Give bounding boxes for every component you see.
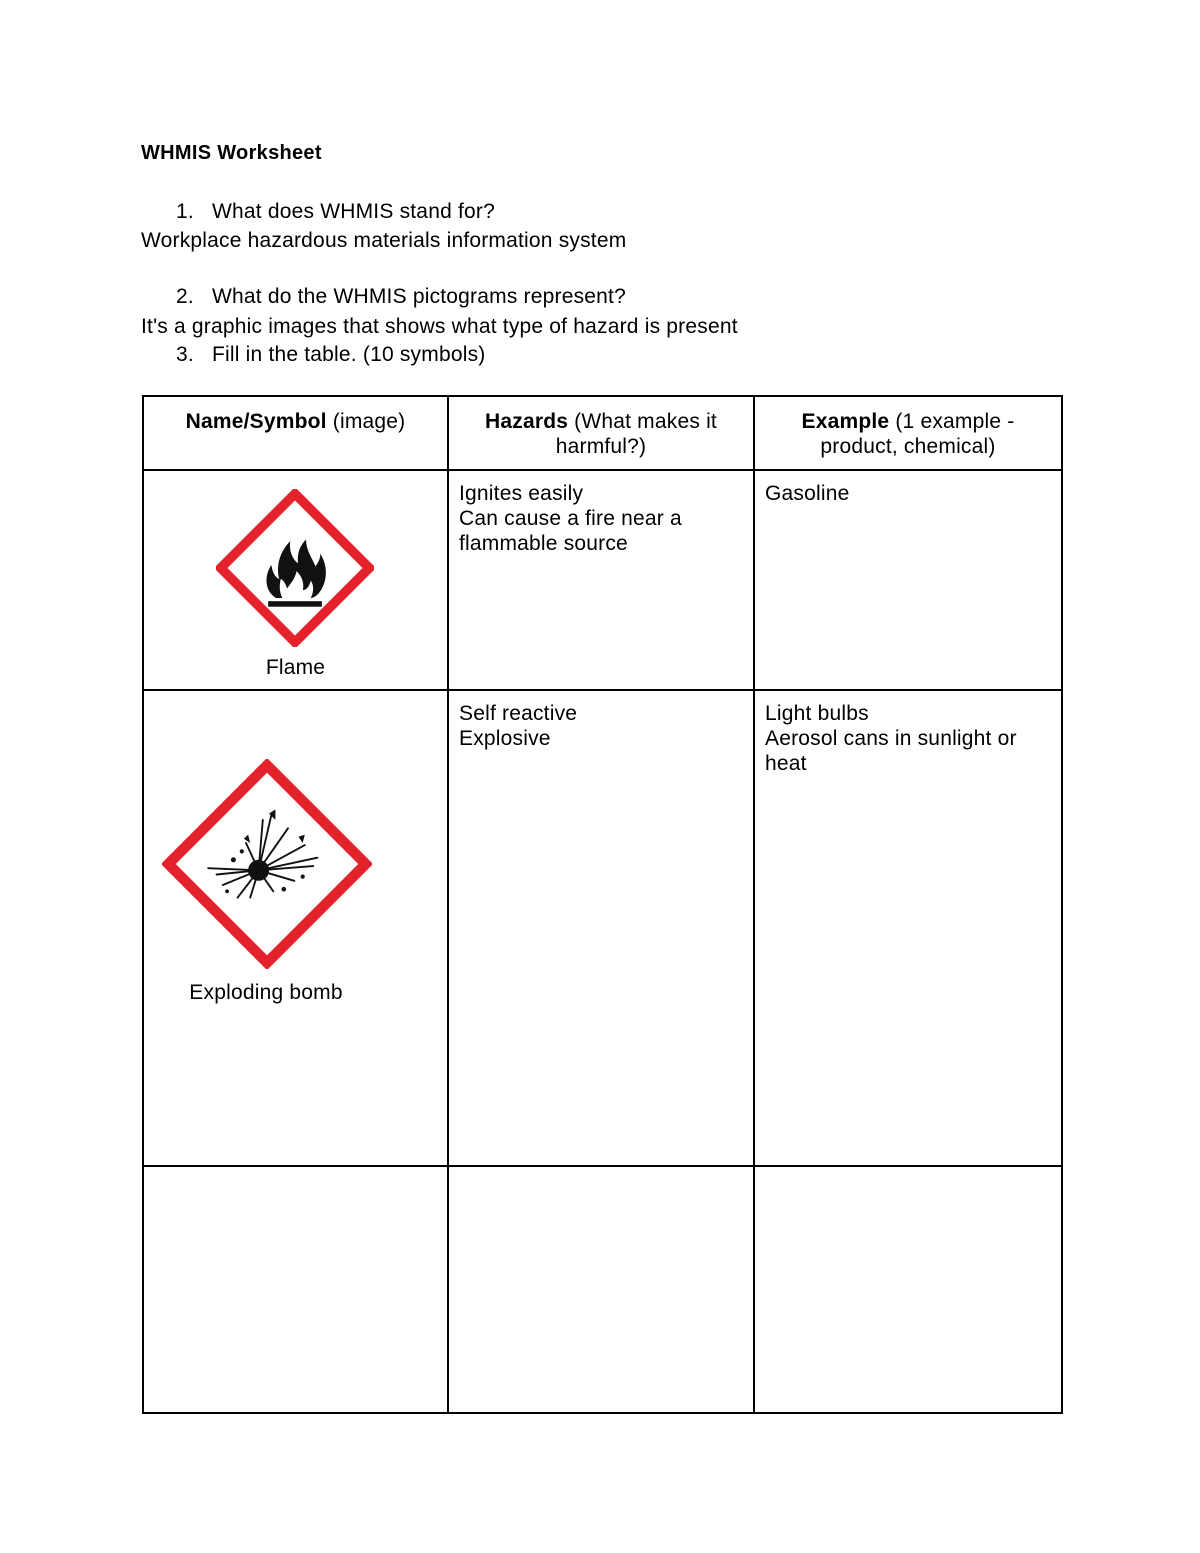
question-text: Fill in the table. (10 symbols)	[212, 343, 486, 366]
question-text: What do the WHMIS pictograms represent?	[212, 285, 626, 308]
page-title: WHMIS Worksheet	[141, 142, 322, 164]
table-header-row	[143, 396, 1062, 470]
header-example: Example (1 example - product, chemical)	[754, 396, 1062, 470]
question-1	[176, 200, 495, 224]
symbol-cell[interactable]	[143, 1166, 448, 1413]
question-2	[176, 285, 626, 309]
symbol-cell	[143, 690, 448, 1166]
hazard-symbol-table	[142, 395, 1063, 1414]
question-number: 2.	[176, 285, 194, 308]
example-cell	[754, 690, 1062, 1166]
answer-1: Workplace hazardous materials information system	[141, 229, 627, 252]
question-3	[176, 343, 485, 367]
hazards-cell	[448, 470, 754, 690]
question-number: 1.	[176, 200, 194, 223]
hazard-line: Ignites easily	[459, 482, 584, 505]
hazards-cell[interactable]	[448, 1166, 754, 1413]
question-number: 3.	[176, 343, 194, 366]
hazard-line: Explosive	[459, 727, 551, 750]
hazards-cell	[448, 690, 754, 1166]
symbol-name: Flame	[265, 656, 326, 679]
table-row	[143, 690, 1062, 1166]
example-cell	[754, 470, 1062, 690]
symbol-cell	[143, 470, 448, 690]
table-row	[143, 1166, 1062, 1413]
example-line: Aerosol cans in sunlight or heat	[765, 727, 1017, 775]
question-text: What does WHMIS stand for?	[212, 200, 495, 223]
symbol-name: Exploding bomb	[189, 981, 343, 1004]
table-row	[143, 470, 1062, 690]
flame-pictogram-icon	[216, 489, 374, 647]
answer-2: It's a graphic images that shows what type of hazard is present	[141, 315, 738, 338]
example-line: Light bulbs	[765, 702, 869, 725]
header-name-symbol: Name/Symbol (image)	[143, 396, 448, 470]
example-line: Gasoline	[765, 482, 850, 505]
exploding-bomb-pictogram-icon	[162, 759, 372, 969]
hazard-line: Self reactive	[459, 702, 578, 725]
header-hazards: Hazards (What makes it harmful?)	[448, 396, 754, 470]
hazard-line: Can cause a fire near a flammable source	[459, 507, 682, 555]
example-cell[interactable]	[754, 1166, 1062, 1413]
